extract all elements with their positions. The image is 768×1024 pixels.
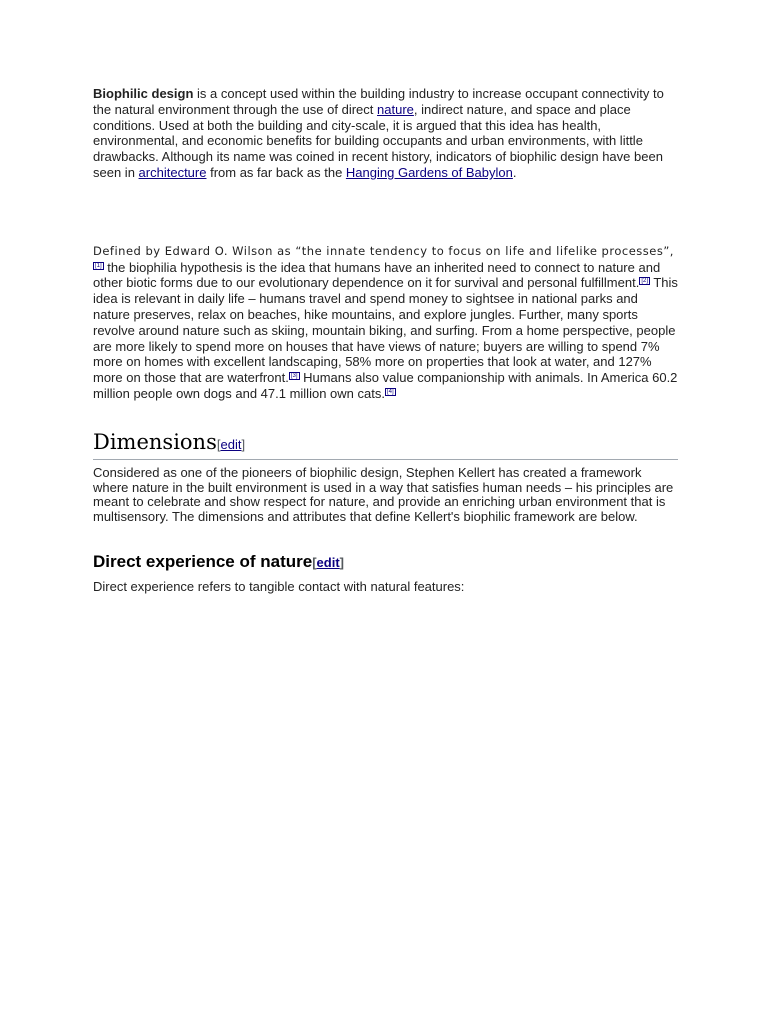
hypothesis-text-3: Humans also value companionship with animals. In America 60.2 million people own dogs and 47.1 million own cats. <box>93 370 678 401</box>
direct-experience-paragraph: Direct experience refers to tangible contact with natural features: <box>93 578 465 594</box>
dimensions-bracket-open: [ <box>216 436 221 452</box>
direct-bracket-open: [ <box>312 554 317 570</box>
article-body <box>93 86 678 595</box>
intro-bold-term: Biophilic design <box>93 86 194 101</box>
citation-1 <box>93 262 104 270</box>
intro-text-4: . <box>512 164 517 180</box>
link-hanging-gardens[interactable]: Hanging Gardens of Babylon <box>345 164 513 180</box>
dimensions-editsection <box>217 437 245 452</box>
hypothesis-text-2: This idea is relevant in daily life – humans travel and spend money to sightsee in national parks and nature preserves, relax on beaches, hike mountains, and explore jungles. Further, many sports revolve around nature such as skiing, mountain biking, and surfing. From a home perspective, people are more likely to spend more on houses that have views of nature; buyers are willing to spend 7% more on homes with excellent landscaping, 58% more on properties that look at water, and 127% more on those that are waterfront. <box>93 275 678 386</box>
dimensions-bracket-close: ] <box>241 436 246 452</box>
dimensions-paragraph: Considered as one of the pioneers of biophilic design, Stephen Kellert has created a framework where nature in the built environment is used in a way that satisfies human needs – his principles are meant to celebrate and show respect for nature, and provide an enriching urban environment that is multisensory. The dimensions and attributes that define Kellert's biophilic framework are below. <box>93 464 674 525</box>
dimensions-heading-text: Dimensions <box>93 429 217 454</box>
intro-text-3: from as far back as the <box>206 164 346 180</box>
link-nature[interactable]: nature <box>377 101 414 117</box>
direct-experience-heading <box>93 552 678 573</box>
citation-2-link[interactable]: [2] <box>641 278 648 285</box>
intro-text-2: , indirect nature, and space and place conditions. Used at both the building and city-scale, it is argued that this idea has health, environmental, and economic benefits for building occupants and urban environments, with little drawbacks. Although its name was coined in recent history, indicators of biophilic design have been seen in <box>93 101 663 180</box>
direct-experience-editsection <box>312 555 344 570</box>
citation-4-link[interactable]: [4] <box>386 388 394 395</box>
dimensions-edit-link[interactable]: edit <box>220 436 242 452</box>
citation-3 <box>289 372 300 380</box>
citation-2 <box>639 277 650 285</box>
dimensions-heading <box>93 430 678 460</box>
wilson-quote: Defined by Edward O. Wilson as “the innate tendency to focus on life and lifelike processes”, <box>93 243 674 258</box>
direct-experience-edit-link[interactable]: edit <box>316 554 340 570</box>
intro-text-1: is a concept used within the building industry to increase occupant connectivity to the natural environment through the use of direct <box>93 86 664 117</box>
citation-3-link[interactable]: [3] <box>290 373 298 380</box>
hypothesis-paragraph <box>93 243 678 402</box>
intro-paragraph <box>93 86 678 181</box>
citation-1-link[interactable]: [1] <box>95 262 102 269</box>
citation-4 <box>385 388 396 396</box>
direct-experience-heading-text: Direct experience of nature <box>93 551 313 571</box>
hypothesis-text-1: the biophilia hypothesis is the idea that humans have an inherited need to connect to nature and other biotic forms due to our evolutionary dependence on it for survival and personal fulfillment. <box>93 259 661 291</box>
direct-bracket-close: ] <box>339 554 345 570</box>
link-architecture[interactable]: architecture <box>138 164 207 180</box>
